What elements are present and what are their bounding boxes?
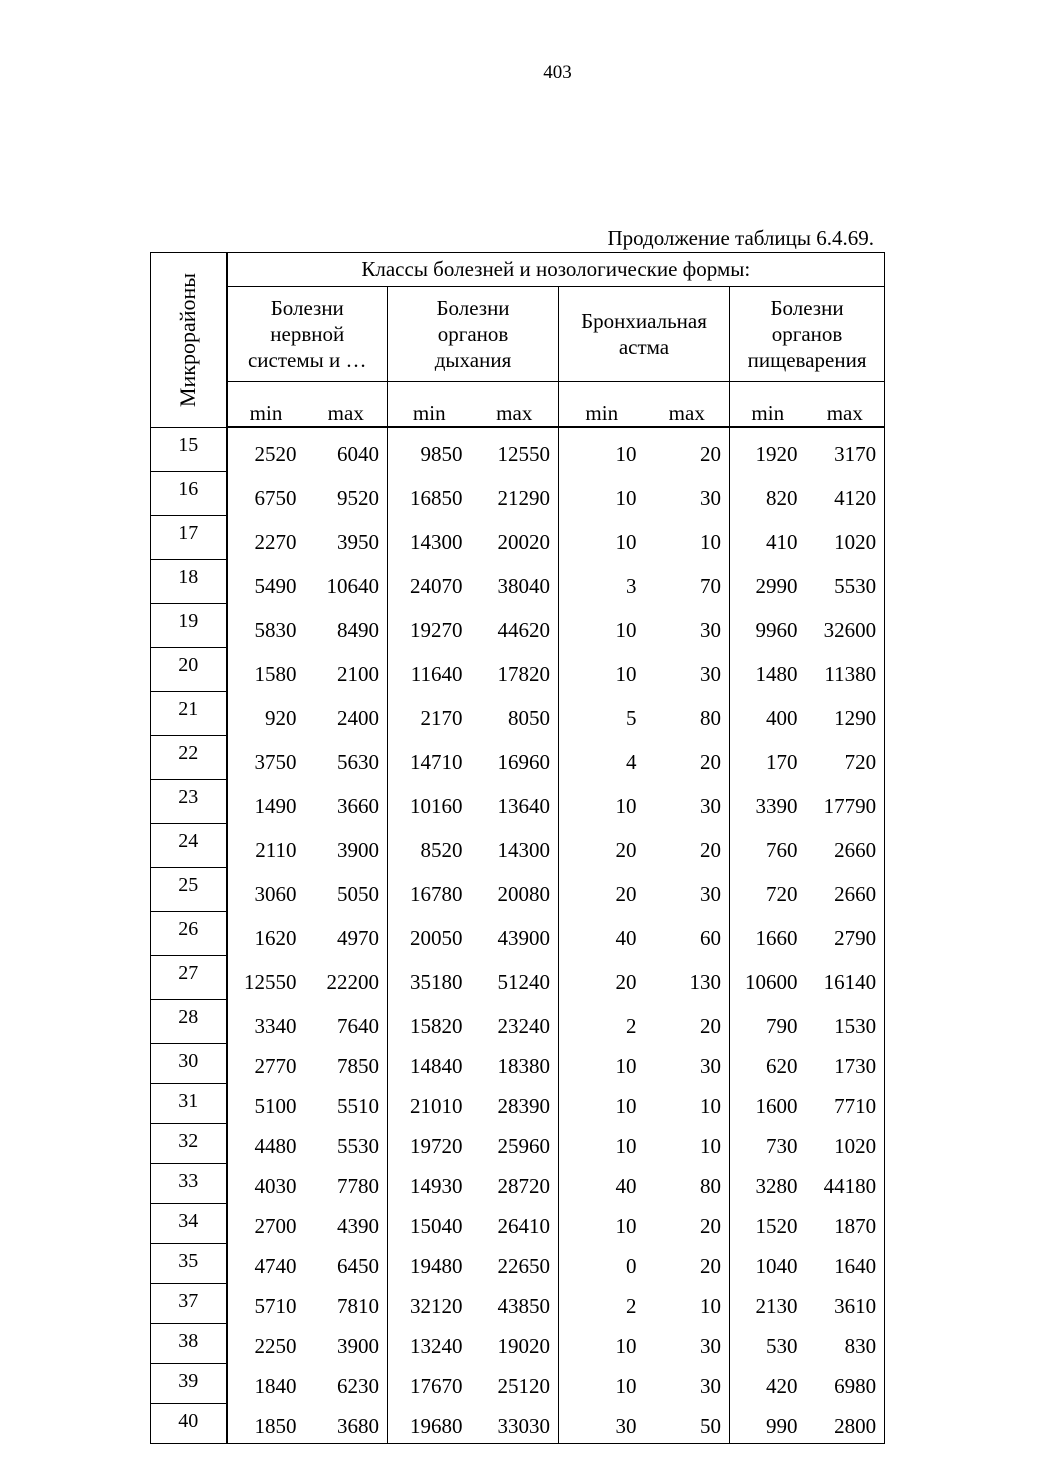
table-row (151, 911, 885, 955)
microdistrict-cell: 33 (151, 1163, 227, 1203)
group-header-line: Болезни (270, 296, 344, 320)
value-cell: 43900 (471, 911, 559, 955)
value-cell: 1520 (755, 1214, 798, 1238)
super-header: Классы болезней и нозологические формы: (227, 253, 885, 287)
value-cell: 4970 (305, 911, 388, 955)
value-cell: 17820 (471, 647, 559, 691)
value-cell: 20080 (471, 867, 559, 911)
table-row (151, 1243, 885, 1283)
value-cell: 790 (766, 1014, 798, 1038)
value-cell: 8520 (420, 838, 463, 862)
value-cell: 12550 (471, 427, 559, 471)
value-cell: 6450 (305, 1243, 388, 1283)
value-cell: 2 (626, 1014, 637, 1038)
value-cell: 3900 (305, 1323, 388, 1363)
microdistrict-cell: 40 (151, 1403, 227, 1443)
value-cell: 11640 (410, 662, 463, 686)
group-header-line: нервной (270, 322, 345, 346)
value-cell: 20 (645, 1243, 730, 1283)
value-cell: 19480 (410, 1254, 463, 1278)
table-row (151, 1123, 885, 1163)
value-cell: 3060 (254, 882, 297, 906)
value-cell: 4480 (254, 1134, 297, 1158)
group-header-label (435, 296, 511, 372)
value-cell: 410 (766, 530, 798, 554)
min-header: min (559, 382, 645, 428)
value-cell: 10 (615, 1334, 637, 1358)
value-cell: 30 (645, 867, 730, 911)
microdistrict-cell: 34 (151, 1203, 227, 1243)
value-cell: 40 (615, 926, 637, 950)
value-cell: 6750 (254, 486, 297, 510)
value-cell: 730 (766, 1134, 798, 1158)
max-header: max (645, 382, 730, 428)
microdistrict-cell: 38 (151, 1323, 227, 1363)
value-cell: 12550 (244, 970, 297, 994)
value-cell: 2660 (806, 823, 885, 867)
value-cell: 14300 (410, 530, 463, 554)
value-cell: 70 (645, 559, 730, 603)
value-cell: 1020 (806, 1123, 885, 1163)
value-cell: 26410 (471, 1203, 559, 1243)
value-cell: 3900 (305, 823, 388, 867)
value-cell: 1920 (730, 427, 806, 471)
value-cell: 7850 (305, 1043, 388, 1083)
value-cell: 400 (766, 706, 798, 730)
table-row (151, 999, 885, 1043)
value-cell: 130 (645, 955, 730, 999)
table-row (151, 1163, 885, 1203)
table-row (151, 691, 885, 735)
value-cell: 2130 (755, 1294, 798, 1318)
value-cell: 16780 (410, 882, 463, 906)
group-header-3 (730, 287, 885, 382)
value-cell: 6230 (305, 1363, 388, 1403)
value-cell: 10640 (305, 559, 388, 603)
value-cell: 3750 (254, 750, 297, 774)
value-cell: 1480 (755, 662, 798, 686)
value-cell: 3170 (806, 427, 885, 471)
value-cell: 5490 (254, 574, 297, 598)
value-cell: 30 (645, 1043, 730, 1083)
value-cell: 44180 (806, 1163, 885, 1203)
value-cell: 20 (645, 999, 730, 1043)
value-cell: 51240 (471, 955, 559, 999)
value-cell: 16850 (410, 486, 463, 510)
value-cell: 8490 (305, 603, 388, 647)
value-cell: 14840 (410, 1054, 463, 1078)
table-row (151, 603, 885, 647)
row-header-cell (151, 253, 227, 428)
value-cell: 15040 (410, 1214, 463, 1238)
value-cell: 16960 (471, 735, 559, 779)
value-cell: 1640 (806, 1243, 885, 1283)
group-header-line: астма (618, 335, 670, 359)
value-cell: 1040 (755, 1254, 798, 1278)
value-cell: 30 (645, 1323, 730, 1363)
value-cell: 990 (730, 1403, 806, 1443)
value-cell: 20 (645, 823, 730, 867)
min-header: min (730, 382, 806, 428)
table-row (151, 1323, 885, 1363)
value-cell: 10 (615, 486, 637, 510)
value-cell: 10 (615, 1094, 637, 1118)
microdistrict-cell: 28 (151, 999, 227, 1043)
value-cell: 1530 (806, 999, 885, 1043)
value-cell: 19720 (410, 1134, 463, 1158)
value-cell: 5100 (254, 1094, 297, 1118)
value-cell: 9960 (755, 618, 798, 642)
value-cell: 15820 (410, 1014, 463, 1038)
value-cell: 1840 (254, 1374, 297, 1398)
value-cell: 1490 (254, 794, 297, 818)
value-cell: 28390 (471, 1083, 559, 1123)
value-cell: 2660 (806, 867, 885, 911)
value-cell: 25960 (471, 1123, 559, 1163)
value-cell: 50 (645, 1403, 730, 1443)
microdistrict-cell: 27 (151, 955, 227, 999)
group-header-line: органов (437, 322, 509, 346)
value-cell: 60 (645, 911, 730, 955)
value-cell: 19270 (410, 618, 463, 642)
value-cell: 30 (645, 471, 730, 515)
value-cell: 2250 (254, 1334, 297, 1358)
max-header: max (305, 382, 388, 428)
value-cell: 13640 (471, 779, 559, 823)
value-cell: 10600 (745, 970, 798, 994)
group-header-line: Болезни (436, 296, 510, 320)
value-cell: 3660 (305, 779, 388, 823)
value-cell: 10 (645, 515, 730, 559)
value-cell: 3950 (305, 515, 388, 559)
value-cell: 30 (645, 603, 730, 647)
table-row (151, 867, 885, 911)
value-cell: 10 (615, 1374, 637, 1398)
max-header: max (806, 382, 885, 428)
value-cell: 7640 (305, 999, 388, 1043)
group-header-line: Бронхиальная (581, 309, 707, 333)
table-row (151, 1203, 885, 1243)
value-cell: 5630 (305, 735, 388, 779)
value-cell: 2170 (420, 706, 463, 730)
microdistrict-cell: 24 (151, 823, 227, 867)
group-header-label (248, 296, 367, 372)
value-cell: 1290 (806, 691, 885, 735)
value-cell: 3390 (755, 794, 798, 818)
value-cell: 5050 (305, 867, 388, 911)
table-row (151, 559, 885, 603)
value-cell: 4390 (305, 1203, 388, 1243)
microdistrict-cell: 23 (151, 779, 227, 823)
microdistrict-cell: 35 (151, 1243, 227, 1283)
microdistrict-cell: 39 (151, 1363, 227, 1403)
value-cell: 2800 (806, 1403, 885, 1443)
value-cell: 720 (766, 882, 798, 906)
value-cell: 32600 (806, 603, 885, 647)
value-cell: 14710 (410, 750, 463, 774)
value-cell: 20 (645, 1203, 730, 1243)
value-cell: 19020 (471, 1323, 559, 1363)
value-cell: 920 (265, 706, 297, 730)
value-cell: 820 (766, 486, 798, 510)
page-number: 403 (543, 62, 572, 83)
value-cell: 20050 (410, 926, 463, 950)
value-cell: 9850 (388, 427, 471, 471)
value-cell: 420 (766, 1374, 798, 1398)
value-cell: 10 (559, 427, 645, 471)
value-cell: 1730 (806, 1043, 885, 1083)
value-cell: 7780 (305, 1163, 388, 1203)
microdistrict-cell: 17 (151, 515, 227, 559)
value-cell: 10 (615, 662, 637, 686)
table-row (151, 735, 885, 779)
value-cell: 2700 (254, 1214, 297, 1238)
microdistrict-cell: 26 (151, 911, 227, 955)
value-cell: 30 (559, 1403, 645, 1443)
value-cell: 80 (645, 691, 730, 735)
microdistrict-cell: 32 (151, 1123, 227, 1163)
microdistrict-cell: 22 (151, 735, 227, 779)
value-cell: 40 (615, 1174, 637, 1198)
table-row (151, 1363, 885, 1403)
value-cell: 30 (645, 647, 730, 691)
microdistrict-cell: 19 (151, 603, 227, 647)
value-cell: 9520 (305, 471, 388, 515)
group-header-2 (559, 287, 730, 382)
value-cell: 10 (615, 618, 637, 642)
value-cell: 720 (806, 735, 885, 779)
microdistrict-cell: 18 (151, 559, 227, 603)
value-cell: 5710 (254, 1294, 297, 1318)
value-cell: 3680 (305, 1403, 388, 1443)
max-header: max (471, 382, 559, 428)
value-cell: 11380 (806, 647, 885, 691)
microdistrict-cell: 31 (151, 1083, 227, 1123)
value-cell: 24070 (410, 574, 463, 598)
table-caption: Продолжение таблицы 6.4.69. (607, 226, 874, 250)
value-cell: 10 (615, 1214, 637, 1238)
table-row (151, 1403, 885, 1443)
value-cell: 16140 (806, 955, 885, 999)
table-row (151, 427, 885, 471)
value-cell: 1600 (755, 1094, 798, 1118)
value-cell: 13240 (410, 1334, 463, 1358)
value-cell: 3 (626, 574, 637, 598)
value-cell: 5830 (254, 618, 297, 642)
value-cell: 30 (645, 779, 730, 823)
value-cell: 8050 (471, 691, 559, 735)
value-cell: 80 (645, 1163, 730, 1203)
value-cell: 4030 (254, 1174, 297, 1198)
value-cell: 10160 (410, 794, 463, 818)
value-cell: 1660 (755, 926, 798, 950)
table-row (151, 1043, 885, 1083)
value-cell: 22650 (471, 1243, 559, 1283)
table-row (151, 515, 885, 559)
value-cell: 10 (615, 1134, 637, 1158)
value-cell: 6040 (305, 427, 388, 471)
value-cell: 5530 (806, 559, 885, 603)
min-header: min (388, 382, 471, 428)
value-cell: 17790 (806, 779, 885, 823)
value-cell: 5530 (305, 1123, 388, 1163)
microdistrict-cell: 30 (151, 1043, 227, 1083)
value-cell: 10 (615, 1054, 637, 1078)
value-cell: 3280 (755, 1174, 798, 1198)
value-cell: 22200 (305, 955, 388, 999)
microdistrict-cell: 20 (151, 647, 227, 691)
value-cell: 6980 (806, 1363, 885, 1403)
value-cell: 2520 (227, 427, 305, 471)
value-cell: 35180 (410, 970, 463, 994)
value-cell: 10 (645, 1083, 730, 1123)
microdistrict-cell: 37 (151, 1283, 227, 1323)
data-table (150, 252, 885, 1444)
value-cell: 1620 (254, 926, 297, 950)
value-cell: 10 (615, 794, 637, 818)
value-cell: 2 (626, 1294, 637, 1318)
value-cell: 0 (626, 1254, 637, 1278)
value-cell: 43850 (471, 1283, 559, 1323)
value-cell: 3340 (254, 1014, 297, 1038)
value-cell: 33030 (471, 1403, 559, 1443)
group-header-line: дыхания (434, 348, 512, 372)
group-header-1 (388, 287, 559, 382)
value-cell: 5510 (305, 1083, 388, 1123)
value-cell: 38040 (471, 559, 559, 603)
microdistrict-cell: 21 (151, 691, 227, 735)
value-cell: 2990 (755, 574, 798, 598)
value-cell: 23240 (471, 999, 559, 1043)
value-cell: 30 (645, 1363, 730, 1403)
table-row (151, 955, 885, 999)
row-header-label: Микрорайоны (175, 272, 201, 407)
group-header-0 (227, 287, 388, 382)
group-header-label (748, 296, 867, 372)
value-cell: 1020 (806, 515, 885, 559)
value-cell: 2770 (254, 1054, 297, 1078)
group-header-line: пищеварения (747, 348, 867, 372)
value-cell: 1580 (254, 662, 297, 686)
value-cell: 830 (806, 1323, 885, 1363)
value-cell: 2270 (254, 530, 297, 554)
value-cell: 4120 (806, 471, 885, 515)
table-row (151, 1083, 885, 1123)
value-cell: 19680 (388, 1403, 471, 1443)
value-cell: 760 (766, 838, 798, 862)
value-cell: 25120 (471, 1363, 559, 1403)
value-cell: 20 (615, 970, 637, 994)
value-cell: 20020 (471, 515, 559, 559)
value-cell: 7810 (305, 1283, 388, 1323)
value-cell: 3610 (806, 1283, 885, 1323)
microdistrict-cell: 25 (151, 867, 227, 911)
value-cell: 620 (766, 1054, 798, 1078)
value-cell: 20 (615, 882, 637, 906)
value-cell: 5 (626, 706, 637, 730)
value-cell: 32120 (410, 1294, 463, 1318)
value-cell: 530 (766, 1334, 798, 1358)
group-header-line: органов (771, 322, 843, 346)
min-header: min (227, 382, 305, 428)
value-cell: 14300 (471, 823, 559, 867)
value-cell: 18380 (471, 1043, 559, 1083)
table-row (151, 779, 885, 823)
value-cell: 17670 (410, 1374, 463, 1398)
value-cell: 1870 (806, 1203, 885, 1243)
value-cell: 44620 (471, 603, 559, 647)
value-cell: 2790 (806, 911, 885, 955)
value-cell: 2100 (305, 647, 388, 691)
group-header-line: системы и … (247, 348, 367, 372)
value-cell: 28720 (471, 1163, 559, 1203)
value-cell: 170 (766, 750, 798, 774)
table-row (151, 823, 885, 867)
value-cell: 20 (645, 735, 730, 779)
microdistrict-cell: 15 (151, 427, 227, 471)
value-cell: 20 (645, 427, 730, 471)
group-header-line: Болезни (770, 296, 844, 320)
table-row (151, 1283, 885, 1323)
table-row (151, 471, 885, 515)
value-cell: 21010 (410, 1094, 463, 1118)
table-row (151, 647, 885, 691)
value-cell: 10 (645, 1283, 730, 1323)
microdistrict-cell: 16 (151, 471, 227, 515)
value-cell: 14930 (410, 1174, 463, 1198)
value-cell: 4 (626, 750, 637, 774)
group-header-label (581, 309, 707, 359)
value-cell: 21290 (471, 471, 559, 515)
value-cell: 10 (645, 1123, 730, 1163)
value-cell: 10 (615, 530, 637, 554)
value-cell: 2400 (305, 691, 388, 735)
value-cell: 20 (615, 838, 637, 862)
value-cell: 2110 (255, 838, 297, 862)
value-cell: 7710 (806, 1083, 885, 1123)
value-cell: 1850 (227, 1403, 305, 1443)
value-cell: 4740 (254, 1254, 297, 1278)
